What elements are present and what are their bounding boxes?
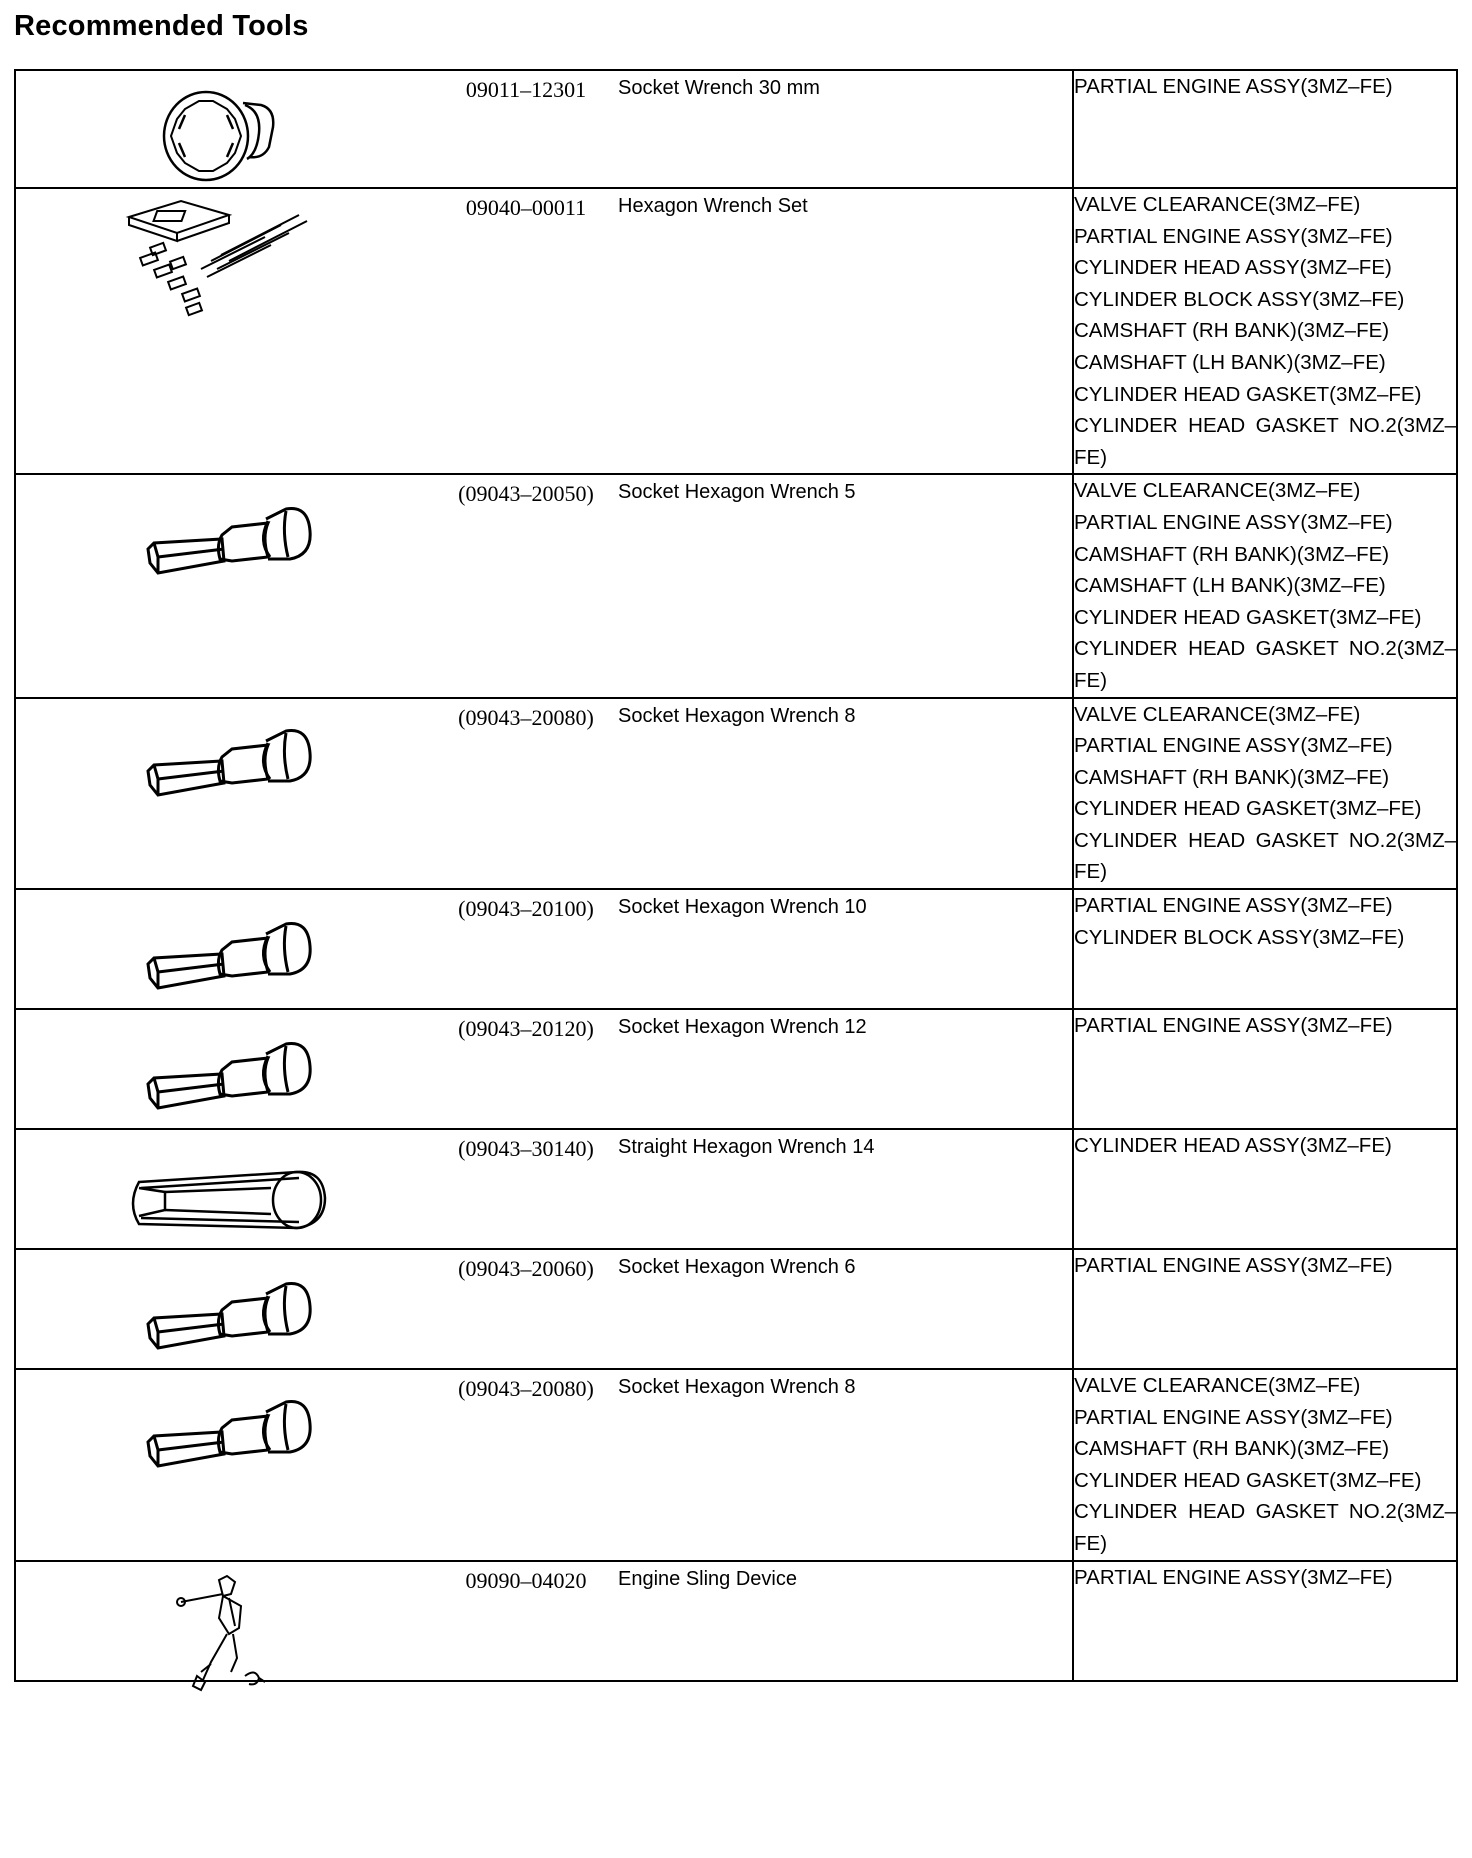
applications-list [1074, 699, 1456, 889]
tool-cell [15, 1369, 1073, 1561]
tool-cell [15, 1129, 1073, 1249]
tool-row [15, 1249, 1457, 1369]
tool-name: Socket Hexagon Wrench 8 [618, 1376, 856, 1399]
applications-cell [1073, 1561, 1457, 1681]
applications-cell [1073, 1369, 1457, 1561]
socket-hex-wrench-icon [76, 1272, 376, 1362]
socket-hex-wrench-icon [76, 1032, 376, 1122]
part-number: (09043–20080) [458, 704, 594, 730]
socket-hex-wrench-icon [76, 719, 376, 809]
tool-row [15, 698, 1457, 890]
application-item: VALVE CLEARANCE(3MZ–FE) [1074, 1374, 1361, 1398]
tool-cell [15, 698, 1073, 890]
tool-name: Socket Wrench 30 mm [618, 77, 820, 99]
applications-list [1074, 1250, 1456, 1282]
application-item: CAMSHAFT (LH BANK)(3MZ–FE) [1074, 350, 1386, 374]
tool-cell [15, 188, 1073, 474]
application-item: CYLINDER HEAD ASSY(3MZ–FE) [1074, 256, 1392, 280]
tool-name: Socket Hexagon Wrench 12 [618, 1016, 867, 1039]
applications-list [1074, 1010, 1456, 1042]
application-item: CAMSHAFT (RH BANK)(3MZ–FE) [1074, 542, 1390, 566]
application-item: CYLINDER HEAD GASKET NO.2(3MZ–FE) [1074, 637, 1456, 692]
tool-cell [15, 1249, 1073, 1369]
application-item: CAMSHAFT (RH BANK)(3MZ–FE) [1074, 319, 1390, 343]
socket-hex-wrench-icon [76, 1390, 376, 1480]
tool-name: Socket Hexagon Wrench 8 [618, 704, 856, 727]
socket-hex-wrench-icon [76, 912, 376, 1002]
application-item: PARTIAL ENGINE ASSY(3MZ–FE) [1074, 894, 1393, 918]
tool-name: Hexagon Wrench Set [618, 195, 808, 217]
application-item: PARTIAL ENGINE ASSY(3MZ–FE) [1074, 75, 1393, 98]
tool-row [15, 70, 1457, 188]
tools-table [14, 69, 1458, 1682]
applications-cell [1073, 188, 1457, 474]
application-item: PARTIAL ENGINE ASSY(3MZ–FE) [1074, 1405, 1393, 1429]
tool-cell [15, 70, 1073, 188]
application-item: CAMSHAFT (RH BANK)(3MZ–FE) [1074, 1437, 1390, 1461]
part-number: (09043–20120) [458, 1016, 594, 1042]
tool-row [15, 1009, 1457, 1129]
page-title: Recommended Tools [14, 10, 309, 42]
applications-list [1074, 71, 1456, 103]
tool-row [15, 1561, 1457, 1681]
part-number: 09011–12301 [465, 77, 587, 102]
application-item: CYLINDER HEAD ASSY(3MZ–FE) [1074, 1134, 1392, 1158]
straight-hex-wrench-icon [76, 1158, 376, 1238]
application-item: PARTIAL ENGINE ASSY(3MZ–FE) [1074, 224, 1393, 248]
application-item: CAMSHAFT (LH BANK)(3MZ–FE) [1074, 574, 1386, 598]
applications-cell [1073, 474, 1457, 697]
part-number: (09043–20050) [458, 481, 594, 507]
part-number: (09043–20060) [458, 1256, 594, 1282]
applications-list [1074, 890, 1456, 953]
tool-row [15, 889, 1457, 1009]
part-number: 09040–00011 [465, 195, 587, 220]
application-item: CYLINDER HEAD GASKET(3MZ–FE) [1074, 1468, 1422, 1492]
applications-cell [1073, 889, 1457, 1009]
tool-row [15, 1129, 1457, 1249]
application-item: CYLINDER HEAD GASKET NO.2(3MZ–FE) [1074, 1500, 1456, 1556]
applications-cell [1073, 70, 1457, 188]
tool-name: Engine Sling Device [618, 1567, 797, 1590]
part-number: 09090–04020 [465, 1567, 587, 1593]
application-item: CYLINDER HEAD GASKET(3MZ–FE) [1074, 605, 1422, 629]
tool-name: Socket Hexagon Wrench 10 [618, 896, 867, 919]
applications-list [1074, 189, 1456, 473]
applications-list [1074, 1370, 1456, 1560]
hexagon-wrench-set-icon [76, 195, 376, 325]
tool-name: Socket Hexagon Wrench 6 [618, 1256, 856, 1279]
applications-cell [1073, 1009, 1457, 1129]
tool-cell [15, 1009, 1073, 1129]
applications-list [1074, 1562, 1456, 1594]
applications-list [1074, 475, 1456, 696]
application-item: VALVE CLEARANCE(3MZ–FE) [1074, 479, 1361, 503]
part-number: (09043–20100) [458, 896, 594, 922]
tool-name: Socket Hexagon Wrench 5 [618, 481, 856, 504]
application-item: PARTIAL ENGINE ASSY(3MZ–FE) [1074, 510, 1393, 534]
tool-row [15, 188, 1457, 474]
application-item: CYLINDER BLOCK ASSY(3MZ–FE) [1074, 925, 1405, 949]
socket-30mm-icon [76, 81, 376, 191]
application-item: CYLINDER HEAD GASKET NO.2(3MZ–FE) [1074, 828, 1456, 884]
application-item: VALVE CLEARANCE(3MZ–FE) [1074, 193, 1361, 216]
application-item: CAMSHAFT (RH BANK)(3MZ–FE) [1074, 765, 1390, 789]
application-item: CYLINDER BLOCK ASSY(3MZ–FE) [1074, 287, 1405, 311]
part-number: (09043–20080) [458, 1376, 594, 1402]
tool-cell [15, 1561, 1073, 1681]
applications-cell [1073, 698, 1457, 890]
tool-name: Straight Hexagon Wrench 14 [618, 1136, 875, 1159]
tool-cell [15, 889, 1073, 1009]
application-item: VALVE CLEARANCE(3MZ–FE) [1074, 702, 1361, 726]
socket-hex-wrench-icon [76, 497, 376, 587]
tool-row [15, 474, 1457, 697]
application-item: CYLINDER HEAD GASKET(3MZ–FE) [1074, 382, 1422, 406]
application-item: PARTIAL ENGINE ASSY(3MZ–FE) [1074, 1014, 1393, 1038]
engine-sling-device-icon [76, 1572, 376, 1692]
application-item: CYLINDER HEAD GASKET NO.2(3MZ–FE) [1074, 414, 1456, 469]
application-item: CYLINDER HEAD GASKET(3MZ–FE) [1074, 797, 1422, 821]
application-item: PARTIAL ENGINE ASSY(3MZ–FE) [1074, 1565, 1393, 1589]
part-number: (09043–30140) [458, 1136, 594, 1162]
applications-cell [1073, 1129, 1457, 1249]
application-item: PARTIAL ENGINE ASSY(3MZ–FE) [1074, 1254, 1393, 1278]
applications-cell [1073, 1249, 1457, 1369]
tool-row [15, 1369, 1457, 1561]
tool-cell [15, 474, 1073, 697]
application-item: PARTIAL ENGINE ASSY(3MZ–FE) [1074, 734, 1393, 758]
applications-list [1074, 1130, 1456, 1162]
